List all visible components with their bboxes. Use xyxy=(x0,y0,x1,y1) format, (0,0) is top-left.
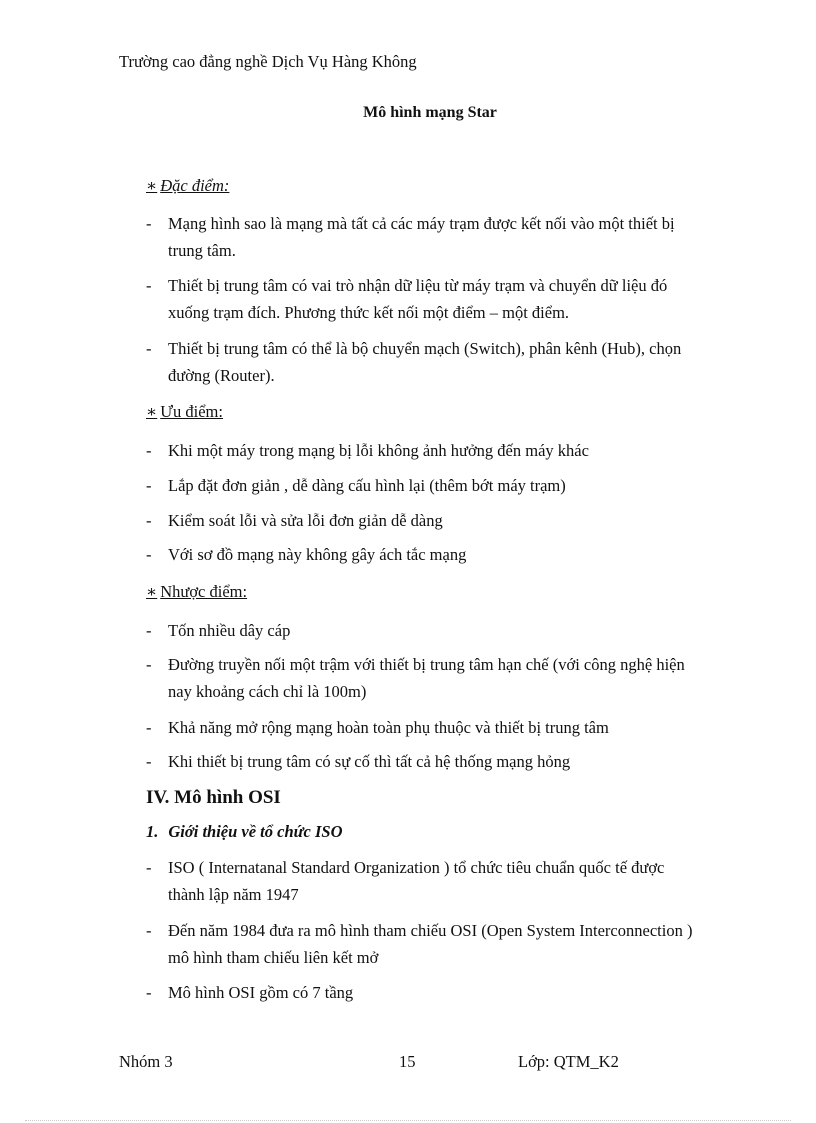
dash-bullet: - xyxy=(146,655,152,674)
dash-bullet: - xyxy=(146,511,152,530)
star-bullet-icon: ∗ xyxy=(146,582,158,601)
list-item-text: Đến năm 1984 đưa ra mô hình tham chiếu OSI (Open System Interconnection ) mô hình tham chiếu liên kết mở xyxy=(168,921,693,967)
list-item-text: Khả năng mở rộng mạng hoàn toàn phụ thuộc và thiết bị trung tâm xyxy=(168,718,609,737)
dash-bullet: - xyxy=(146,441,152,460)
section-heading-osi: IV. Mô hình OSI xyxy=(146,787,281,808)
dash-bullet: - xyxy=(146,276,152,295)
page-bottom-divider xyxy=(25,1120,791,1121)
star-bullet-icon: ∗ xyxy=(146,402,158,421)
dash-bullet: - xyxy=(146,858,152,877)
footer-class: Lớp: QTM_K2 xyxy=(518,1052,619,1071)
list-item-text: ISO ( Internatanal Standard Organization ) tổ chức tiêu chuẩn quốc tế được thành lập năm 1947 xyxy=(168,858,665,904)
page-number: 15 xyxy=(399,1052,416,1071)
figure-caption: Mô hình mạng Star xyxy=(363,104,497,121)
section-advantages-title: Ưu điểm: xyxy=(160,402,223,421)
list-item-text: Mô hình OSI gồm có 7 tầng xyxy=(168,983,354,1002)
list-item-text: Khi thiết bị trung tâm có sự cố thì tất cả hệ thống mạng hỏng xyxy=(168,752,571,771)
list-item-text: Khi một máy trong mạng bị lỗi không ảnh hưởng đến máy khác xyxy=(168,441,589,460)
section-advantages-heading xyxy=(146,402,223,422)
subsection-heading-iso xyxy=(146,822,343,842)
list-item-text: Thiết bị trung tâm có thể là bộ chuyển mạch (Switch), phân kênh (Hub), chọn đường (Router). xyxy=(168,339,682,385)
dash-bullet: - xyxy=(146,752,152,771)
section-disadvantages-heading xyxy=(146,582,247,602)
dash-bullet: - xyxy=(146,718,152,737)
list-item-text: Tốn nhiều dây cáp xyxy=(168,621,291,640)
footer-group: Nhóm 3 xyxy=(119,1052,173,1071)
dash-bullet: - xyxy=(146,476,152,495)
list-item-text: Thiết bị trung tâm có vai trò nhận dữ liệu từ máy trạm và chuyển dữ liệu đó xuống trạm đích. Phương thức kết nối một điểm – một điểm. xyxy=(168,276,668,322)
dash-bullet: - xyxy=(146,921,152,940)
dash-bullet: - xyxy=(146,545,152,564)
star-bullet-icon: ∗ xyxy=(146,176,158,195)
document-header: Trường cao đẳng nghề Dịch Vụ Hàng Không xyxy=(119,52,417,71)
list-item-text: Lắp đặt đơn giản , dễ dàng cấu hình lại (thêm bớt máy trạm) xyxy=(168,476,566,495)
list-item-text: Đường truyền nối một trậm với thiết bị trung tâm hạn chế (với công nghệ hiện nay khoảng cách chỉ là 100m) xyxy=(168,655,685,701)
list-item-text: Kiểm soát lỗi và sửa lỗi đơn giản dễ dàng xyxy=(168,511,443,530)
subsection-number: 1. xyxy=(146,822,159,841)
list-item-text: Với sơ đồ mạng này không gây ách tắc mạng xyxy=(168,545,467,564)
section-features-heading xyxy=(146,176,229,196)
subsection-title: Giới thiệu về tổ chức ISO xyxy=(168,822,343,841)
dash-bullet: - xyxy=(146,983,152,1002)
dash-bullet: - xyxy=(146,621,152,640)
list-item-text: Mạng hình sao là mạng mà tất cả các máy trạm được kết nối vào một thiết bị trung tâm. xyxy=(168,214,675,260)
section-features-title: Đặc điểm: xyxy=(160,176,230,195)
dash-bullet: - xyxy=(146,339,152,358)
dash-bullet: - xyxy=(146,214,152,233)
section-disadvantages-title: Nhược điểm: xyxy=(160,582,248,601)
